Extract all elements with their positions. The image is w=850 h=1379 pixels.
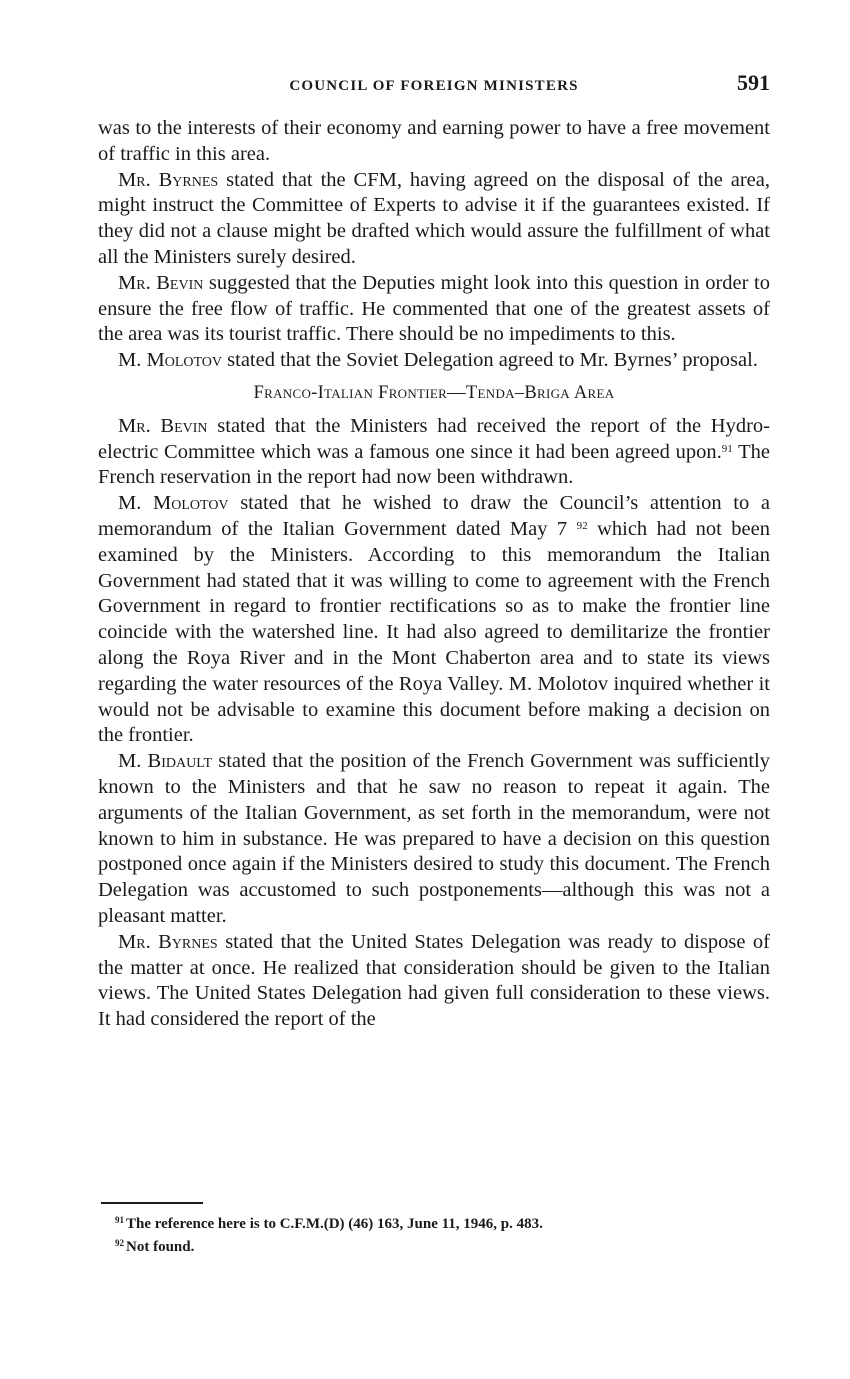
footnote-text: The reference here is to C.F.M.(D) (46) 163, June 11, 1946, p. 483. xyxy=(126,1216,543,1232)
paragraph-text: suggested that the Deputies might look into this question in order to ensure the free flow of traffic. He commented that one of the greatest assets of the area was its tourist traffic. There should be no impediments to this. xyxy=(98,271,770,346)
paragraph-bidault xyxy=(98,749,770,930)
paragraph-text: stated that he wished to draw the Council’s attention to a memorandum of the Italian Government dated May 7 xyxy=(98,492,770,540)
paragraph-text: The French reservation in the report had now been withdrawn. xyxy=(98,440,770,489)
footnote-reference: 92 xyxy=(576,519,588,532)
speaker-prefix: M. xyxy=(118,750,148,773)
speaker-prefix: M. xyxy=(118,492,154,515)
speaker-name: Molotov xyxy=(153,492,229,515)
speaker-name: Mr. Bevin xyxy=(118,271,204,294)
speaker-name: Mr. Byrnes xyxy=(118,168,219,191)
speaker-name: Mr. Byrnes xyxy=(118,930,218,953)
page-number: 591 xyxy=(737,70,770,95)
paragraph-text: which had not been examined by the Ministers. According to this memorandum the Italian Government had stated that it was willing to come to agreement with the French Government in regard to frontier rectifications so as to make the frontier line coincide with the watershed line. It had also agreed to demilitarize the frontier along the Roya River and in the Mont Chaberton area and to state its views regarding the water resources of the Roya Valley. M. Molotov inquired whether it would not be advisable to examine this document before making a decision on the frontier. xyxy=(98,517,771,747)
paragraph-text: stated that the position of the French Government was sufficiently known to the Ministers and that he saw no reason to repeat it again. The arguments of the Italian Government, as set forth in the memorandum, were not known to him in substance. He was prepared to have a decision on this question postponed once again if the Ministers desired to study this document. The French Delegation was accustomed to such postponements—although this was not a pleasant matter. xyxy=(98,750,770,927)
speaker-name: Bidault xyxy=(147,750,213,773)
paragraph-continuation xyxy=(98,116,770,168)
footnote-mark: 92 xyxy=(115,1238,124,1248)
paragraph-text: stated that the United States Delegation was ready to dispose of the matter at once. He realized that consideration should be given to the Italian views. The United States Delegation had given full consideration to these views. It had considered the report of the xyxy=(98,930,771,1031)
paragraph-molotov-2 xyxy=(98,491,770,749)
paragraph-molotov-1 xyxy=(98,348,770,374)
footnote-reference: 91 xyxy=(721,442,733,455)
footnote-divider xyxy=(101,1202,203,1204)
running-header xyxy=(98,70,770,100)
speaker-name: Molotov xyxy=(146,349,223,372)
section-heading: Franco-Italian Frontier—Tenda–Briga Area xyxy=(253,382,615,403)
paragraph-byrnes-1 xyxy=(98,168,770,271)
speaker-prefix: M. xyxy=(118,349,147,372)
paragraph-byrnes-2 xyxy=(98,930,770,1033)
footnote xyxy=(115,1234,770,1257)
footnote-mark: 91 xyxy=(115,1215,124,1225)
paragraph-text: stated that the Ministers had received the report of the Hydro-electric Committee which was a famous one since it had been agreed upon. xyxy=(98,414,770,463)
footnotes xyxy=(115,1211,770,1257)
paragraph-bevin-1 xyxy=(98,271,770,348)
paragraph-bevin-2 xyxy=(98,414,770,491)
paragraph-text: stated that the Soviet Delegation agreed to Mr. Byrnes’ proposal. xyxy=(222,349,758,372)
running-title: COUNCIL OF FOREIGN MINISTERS xyxy=(289,78,579,94)
footnote-text: Not found. xyxy=(126,1239,195,1255)
paragraph-text: stated that the CFM, having agreed on the disposal of the area, might instruct the Committee of Experts to advise it if the guarantees existed. If they did not a clause might be drafted which would assure the fulfillment of what all the Ministers surely desired. xyxy=(98,168,770,268)
footnote xyxy=(115,1211,770,1234)
body-text xyxy=(98,116,770,1033)
paragraph-text: was to the interests of their economy and earning power to have a free movement of traffic in this area. xyxy=(98,117,770,165)
speaker-name: Mr. Bevin xyxy=(118,414,208,437)
